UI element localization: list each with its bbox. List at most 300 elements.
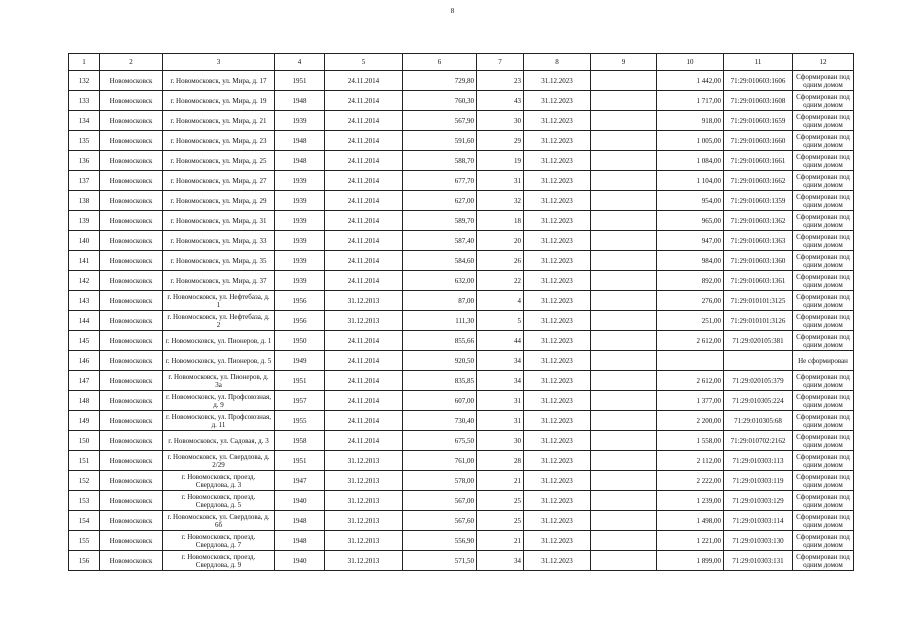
- col-area: 632,00: [403, 271, 477, 291]
- col-deadline: 31.12.2023: [524, 291, 591, 311]
- col-address: г. Новомосковск, ул. Нефтебаза, д. 1: [163, 291, 275, 311]
- col-deadline: 31.12.2023: [524, 231, 591, 251]
- col-deadline: 31.12.2023: [524, 131, 591, 151]
- col-empty: [591, 271, 657, 291]
- col-area: 627,00: [403, 191, 477, 211]
- col-municipality: Новомосковск: [100, 311, 163, 331]
- column-header-2: 2: [100, 54, 163, 71]
- col-inclusion-date: 31.12.2013: [325, 531, 403, 551]
- col-row-number: 150: [69, 431, 100, 451]
- col-deadline: 31.12.2023: [524, 491, 591, 511]
- col-inclusion-date: 31.12.2013: [325, 491, 403, 511]
- table-row: [69, 191, 854, 211]
- col-deadline: 31.12.2023: [524, 531, 591, 551]
- col-empty: [591, 231, 657, 251]
- col-land-area: [657, 351, 724, 371]
- col-residents: 31: [477, 171, 524, 191]
- col-land-status: Сформирован под одним домом: [793, 151, 854, 171]
- col-year-built: 1948: [275, 511, 325, 531]
- col-cadastral-number: 71:29:010305:68: [724, 411, 793, 431]
- table-row: [69, 531, 854, 551]
- col-area: 111,30: [403, 311, 477, 331]
- col-address: г. Новомосковск, ул. Мира, д. 27: [163, 171, 275, 191]
- col-inclusion-date: 24.11.2014: [325, 151, 403, 171]
- col-land-area: 947,00: [657, 231, 724, 251]
- col-municipality: Новомосковск: [100, 151, 163, 171]
- table-row: [69, 551, 854, 571]
- col-address: г. Новомосковск, ул. Пионеров, д. 1: [163, 331, 275, 351]
- column-header-7: 7: [477, 54, 524, 71]
- column-header-5: 5: [325, 54, 403, 71]
- column-header-8: 8: [524, 54, 591, 71]
- registry-table: [68, 53, 854, 571]
- col-address: г. Новомосковск, ул. Свердлова, д. 6б: [163, 511, 275, 531]
- col-cadastral-number: 71:29:010603:1360: [724, 251, 793, 271]
- column-header-11: 11: [724, 54, 793, 71]
- col-empty: [591, 431, 657, 451]
- col-municipality: Новомосковск: [100, 231, 163, 251]
- col-land-area: 2 612,00: [657, 331, 724, 351]
- col-municipality: Новомосковск: [100, 111, 163, 131]
- col-address: г. Новомосковск, ул. Свердлова, д. 2/29: [163, 451, 275, 471]
- table-row: [69, 491, 854, 511]
- col-residents: 44: [477, 331, 524, 351]
- table-header: [69, 54, 854, 71]
- table-row: [69, 471, 854, 491]
- col-area: 761,00: [403, 451, 477, 471]
- col-deadline: 31.12.2023: [524, 351, 591, 371]
- col-land-area: 1 717,00: [657, 91, 724, 111]
- col-residents: 34: [477, 371, 524, 391]
- table-row: [69, 211, 854, 231]
- col-area: 567,00: [403, 491, 477, 511]
- col-empty: [591, 131, 657, 151]
- col-area: 760,30: [403, 91, 477, 111]
- col-residents: 5: [477, 311, 524, 331]
- col-address: г. Новомосковск, проезд. Свердлова, д. 7: [163, 531, 275, 551]
- col-municipality: Новомосковск: [100, 91, 163, 111]
- col-cadastral-number: 71:29:010603:1359: [724, 191, 793, 211]
- col-inclusion-date: 24.11.2014: [325, 171, 403, 191]
- col-land-status: Сформирован под одним домом: [793, 211, 854, 231]
- col-municipality: Новомосковск: [100, 511, 163, 531]
- col-residents: 43: [477, 91, 524, 111]
- col-empty: [591, 91, 657, 111]
- col-empty: [591, 371, 657, 391]
- col-row-number: 154: [69, 511, 100, 531]
- column-header-10: 10: [657, 54, 724, 71]
- col-inclusion-date: 24.11.2014: [325, 191, 403, 211]
- col-residents: 30: [477, 431, 524, 451]
- col-inclusion-date: 24.11.2014: [325, 211, 403, 231]
- table-row: [69, 231, 854, 251]
- col-inclusion-date: 31.12.2013: [325, 551, 403, 571]
- col-year-built: 1939: [275, 111, 325, 131]
- col-land-area: 2 222,00: [657, 471, 724, 491]
- col-municipality: Новомосковск: [100, 391, 163, 411]
- page-number: 8: [450, 7, 455, 15]
- col-land-status: Сформирован под одним домом: [793, 271, 854, 291]
- col-year-built: 1939: [275, 271, 325, 291]
- col-cadastral-number: 71:29:010603:1606: [724, 71, 793, 91]
- col-row-number: 137: [69, 171, 100, 191]
- col-residents: 34: [477, 351, 524, 371]
- col-year-built: 1948: [275, 151, 325, 171]
- col-deadline: 31.12.2023: [524, 551, 591, 571]
- col-land-area: 892,00: [657, 271, 724, 291]
- col-cadastral-number: 71:29:010303:114: [724, 511, 793, 531]
- col-land-status: Сформирован под одним домом: [793, 291, 854, 311]
- col-land-area: 918,00: [657, 111, 724, 131]
- col-deadline: 31.12.2023: [524, 111, 591, 131]
- col-row-number: 143: [69, 291, 100, 311]
- col-row-number: 133: [69, 91, 100, 111]
- col-land-area: 251,00: [657, 311, 724, 331]
- col-land-status: Сформирован под одним домом: [793, 391, 854, 411]
- col-inclusion-date: 24.11.2014: [325, 131, 403, 151]
- column-number-row: [69, 54, 854, 71]
- col-land-area: 2 200,00: [657, 411, 724, 431]
- col-year-built: 1939: [275, 171, 325, 191]
- col-year-built: 1939: [275, 231, 325, 251]
- col-land-area: 1 558,00: [657, 431, 724, 451]
- col-address: г. Новомосковск, ул. Мира, д. 31: [163, 211, 275, 231]
- col-land-status: Сформирован под одним домом: [793, 251, 854, 271]
- table-row: [69, 151, 854, 171]
- col-inclusion-date: 24.11.2014: [325, 111, 403, 131]
- col-inclusion-date: 31.12.2013: [325, 451, 403, 471]
- col-area: 729,80: [403, 71, 477, 91]
- col-empty: [591, 211, 657, 231]
- col-cadastral-number: 71:29:010603:1660: [724, 131, 793, 151]
- col-municipality: Новомосковск: [100, 171, 163, 191]
- col-year-built: 1956: [275, 311, 325, 331]
- table-row: [69, 71, 854, 91]
- col-residents: 4: [477, 291, 524, 311]
- col-year-built: 1947: [275, 471, 325, 491]
- col-empty: [591, 291, 657, 311]
- column-header-9: 9: [591, 54, 657, 71]
- col-empty: [591, 191, 657, 211]
- col-land-status: Не сформирован: [793, 351, 854, 371]
- col-deadline: 31.12.2023: [524, 71, 591, 91]
- table-row: [69, 311, 854, 331]
- col-year-built: 1948: [275, 531, 325, 551]
- col-municipality: Новомосковск: [100, 131, 163, 151]
- col-land-status: Сформирован под одним домом: [793, 531, 854, 551]
- col-empty: [591, 411, 657, 431]
- col-year-built: 1955: [275, 411, 325, 431]
- col-residents: 29: [477, 131, 524, 151]
- col-residents: 23: [477, 71, 524, 91]
- col-empty: [591, 491, 657, 511]
- table-row: [69, 431, 854, 451]
- col-municipality: Новомосковск: [100, 371, 163, 391]
- col-residents: 20: [477, 231, 524, 251]
- col-address: г. Новомосковск, ул. Пионеров, д. 3а: [163, 371, 275, 391]
- col-cadastral-number: 71:29:010603:1608: [724, 91, 793, 111]
- col-row-number: 149: [69, 411, 100, 431]
- col-inclusion-date: 24.11.2014: [325, 231, 403, 251]
- col-empty: [591, 251, 657, 271]
- col-residents: 25: [477, 491, 524, 511]
- col-residents: 34: [477, 551, 524, 571]
- col-municipality: Новомосковск: [100, 411, 163, 431]
- col-residents: 32: [477, 191, 524, 211]
- col-area: 584,60: [403, 251, 477, 271]
- col-row-number: 156: [69, 551, 100, 571]
- col-cadastral-number: 71:29:010603:1363: [724, 231, 793, 251]
- col-land-area: 2 612,00: [657, 371, 724, 391]
- col-year-built: 1951: [275, 371, 325, 391]
- col-land-status: Сформирован под одним домом: [793, 131, 854, 151]
- col-year-built: 1939: [275, 211, 325, 231]
- col-year-built: 1940: [275, 551, 325, 571]
- col-year-built: 1948: [275, 91, 325, 111]
- col-inclusion-date: 24.11.2014: [325, 351, 403, 371]
- col-land-status: Сформирован под одним домом: [793, 91, 854, 111]
- col-inclusion-date: 24.11.2014: [325, 331, 403, 351]
- col-area: 591,60: [403, 131, 477, 151]
- col-year-built: 1948: [275, 131, 325, 151]
- col-area: 677,70: [403, 171, 477, 191]
- col-municipality: Новомосковск: [100, 551, 163, 571]
- col-inclusion-date: 24.11.2014: [325, 431, 403, 451]
- col-empty: [591, 71, 657, 91]
- col-municipality: Новомосковск: [100, 191, 163, 211]
- col-cadastral-number: 71:29:010303:119: [724, 471, 793, 491]
- column-header-6: 6: [403, 54, 477, 71]
- col-address: г. Новомосковск, ул. Мира, д. 19: [163, 91, 275, 111]
- col-empty: [591, 551, 657, 571]
- col-row-number: 141: [69, 251, 100, 271]
- col-land-area: 1 239,00: [657, 491, 724, 511]
- col-inclusion-date: 24.11.2014: [325, 411, 403, 431]
- col-inclusion-date: 31.12.2013: [325, 311, 403, 331]
- col-residents: 28: [477, 451, 524, 471]
- col-deadline: 31.12.2023: [524, 91, 591, 111]
- col-deadline: 31.12.2023: [524, 411, 591, 431]
- col-area: 87,00: [403, 291, 477, 311]
- col-empty: [591, 311, 657, 331]
- col-residents: 31: [477, 411, 524, 431]
- col-municipality: Новомосковск: [100, 351, 163, 371]
- col-land-area: 1 104,00: [657, 171, 724, 191]
- col-deadline: 31.12.2023: [524, 311, 591, 331]
- col-land-status: Сформирован под одним домом: [793, 231, 854, 251]
- col-land-status: Сформирован под одним домом: [793, 471, 854, 491]
- col-empty: [591, 391, 657, 411]
- col-address: г. Новомосковск, ул. Профсоюзная, д. 9: [163, 391, 275, 411]
- col-area: 578,00: [403, 471, 477, 491]
- col-land-status: Сформирован под одним домом: [793, 311, 854, 331]
- col-deadline: 31.12.2023: [524, 511, 591, 531]
- col-row-number: 151: [69, 451, 100, 471]
- col-empty: [591, 451, 657, 471]
- table-row: [69, 271, 854, 291]
- col-address: г. Новомосковск, проезд. Свердлова, д. 9: [163, 551, 275, 571]
- col-land-area: 276,00: [657, 291, 724, 311]
- col-cadastral-number: [724, 351, 793, 371]
- col-land-area: 984,00: [657, 251, 724, 271]
- col-row-number: 134: [69, 111, 100, 131]
- col-land-status: Сформирован под одним домом: [793, 171, 854, 191]
- col-row-number: 132: [69, 71, 100, 91]
- col-land-area: 1 442,00: [657, 71, 724, 91]
- col-empty: [591, 531, 657, 551]
- col-area: 730,40: [403, 411, 477, 431]
- col-municipality: Новомосковск: [100, 291, 163, 311]
- col-land-status: Сформирован под одним домом: [793, 551, 854, 571]
- col-cadastral-number: 71:29:010303:113: [724, 451, 793, 471]
- col-municipality: Новомосковск: [100, 331, 163, 351]
- col-year-built: 1951: [275, 451, 325, 471]
- col-deadline: 31.12.2023: [524, 331, 591, 351]
- col-cadastral-number: 71:29:010702:2162: [724, 431, 793, 451]
- table-row: [69, 331, 854, 351]
- col-row-number: 138: [69, 191, 100, 211]
- table-row: [69, 131, 854, 151]
- col-cadastral-number: 71:29:010303:130: [724, 531, 793, 551]
- col-municipality: Новомосковск: [100, 251, 163, 271]
- col-year-built: 1957: [275, 391, 325, 411]
- col-cadastral-number: 71:29:010603:1661: [724, 151, 793, 171]
- col-area: 920,50: [403, 351, 477, 371]
- col-area: 567,90: [403, 111, 477, 131]
- col-row-number: 155: [69, 531, 100, 551]
- col-area: 607,00: [403, 391, 477, 411]
- col-year-built: 1939: [275, 251, 325, 271]
- col-residents: 25: [477, 511, 524, 531]
- col-land-area: 1 084,00: [657, 151, 724, 171]
- col-area: 855,66: [403, 331, 477, 351]
- col-deadline: 31.12.2023: [524, 251, 591, 271]
- col-cadastral-number: 71:29:010303:131: [724, 551, 793, 571]
- table-row: [69, 251, 854, 271]
- table-row: [69, 291, 854, 311]
- col-residents: 21: [477, 531, 524, 551]
- col-municipality: Новомосковск: [100, 531, 163, 551]
- col-deadline: 31.12.2023: [524, 471, 591, 491]
- col-deadline: 31.12.2023: [524, 171, 591, 191]
- table-row: [69, 171, 854, 191]
- col-land-area: 1 377,00: [657, 391, 724, 411]
- col-land-status: Сформирован под одним домом: [793, 431, 854, 451]
- col-year-built: 1950: [275, 331, 325, 351]
- col-address: г. Новомосковск, ул. Мира, д. 37: [163, 271, 275, 291]
- col-cadastral-number: 71:29:010305:224: [724, 391, 793, 411]
- col-row-number: 153: [69, 491, 100, 511]
- col-land-status: Сформирован под одним домом: [793, 411, 854, 431]
- col-address: г. Новомосковск, ул. Мира, д. 21: [163, 111, 275, 131]
- col-row-number: 145: [69, 331, 100, 351]
- col-empty: [591, 111, 657, 131]
- col-empty: [591, 171, 657, 191]
- col-inclusion-date: 24.11.2014: [325, 391, 403, 411]
- col-area: 588,70: [403, 151, 477, 171]
- col-empty: [591, 151, 657, 171]
- col-area: 589,70: [403, 211, 477, 231]
- col-empty: [591, 351, 657, 371]
- col-area: 571,50: [403, 551, 477, 571]
- column-header-4: 4: [275, 54, 325, 71]
- col-address: г. Новомосковск, ул. Мира, д. 35: [163, 251, 275, 271]
- col-address: г. Новомосковск, ул. Профсоюзная, д. 11: [163, 411, 275, 431]
- col-deadline: 31.12.2023: [524, 451, 591, 471]
- col-area: 587,40: [403, 231, 477, 251]
- table-row: [69, 371, 854, 391]
- col-year-built: 1939: [275, 191, 325, 211]
- column-header-12: 12: [793, 54, 854, 71]
- col-inclusion-date: 24.11.2014: [325, 91, 403, 111]
- col-municipality: Новомосковск: [100, 271, 163, 291]
- col-land-status: Сформирован под одним домом: [793, 371, 854, 391]
- col-residents: 21: [477, 471, 524, 491]
- col-row-number: 136: [69, 151, 100, 171]
- col-empty: [591, 331, 657, 351]
- col-inclusion-date: 31.12.2013: [325, 511, 403, 531]
- col-inclusion-date: 31.12.2013: [325, 291, 403, 311]
- column-header-3: 3: [163, 54, 275, 71]
- col-row-number: 135: [69, 131, 100, 151]
- col-cadastral-number: 71:29:010603:1662: [724, 171, 793, 191]
- col-address: г. Новомосковск, ул. Нефтебаза, д. 2: [163, 311, 275, 331]
- col-residents: 26: [477, 251, 524, 271]
- col-empty: [591, 471, 657, 491]
- col-address: г. Новомосковск, проезд. Свердлова, д. 3: [163, 471, 275, 491]
- col-year-built: 1940: [275, 491, 325, 511]
- col-residents: 18: [477, 211, 524, 231]
- col-residents: 31: [477, 391, 524, 411]
- col-address: г. Новомосковск, ул. Садовая, д. 3: [163, 431, 275, 451]
- table-row: [69, 451, 854, 471]
- col-row-number: 147: [69, 371, 100, 391]
- col-land-status: Сформирован под одним домом: [793, 451, 854, 471]
- col-municipality: Новомосковск: [100, 471, 163, 491]
- col-row-number: 146: [69, 351, 100, 371]
- col-land-area: 954,00: [657, 191, 724, 211]
- col-address: г. Новомосковск, ул. Мира, д. 29: [163, 191, 275, 211]
- table-row: [69, 391, 854, 411]
- col-address: г. Новомосковск, ул. Мира, д. 25: [163, 151, 275, 171]
- col-cadastral-number: 71:29:010303:129: [724, 491, 793, 511]
- table-row: [69, 411, 854, 431]
- col-land-status: Сформирован под одним домом: [793, 111, 854, 131]
- col-land-area: 2 112,00: [657, 451, 724, 471]
- col-area: 556,90: [403, 531, 477, 551]
- col-row-number: 139: [69, 211, 100, 231]
- col-cadastral-number: 71:29:010603:1362: [724, 211, 793, 231]
- col-inclusion-date: 24.11.2014: [325, 251, 403, 271]
- col-row-number: 144: [69, 311, 100, 331]
- table-row: [69, 91, 854, 111]
- col-inclusion-date: 24.11.2014: [325, 71, 403, 91]
- col-address: г. Новомосковск, проезд. Свердлова, д. 5: [163, 491, 275, 511]
- col-cadastral-number: 71:29:010603:1659: [724, 111, 793, 131]
- col-cadastral-number: 71:29:010101:3126: [724, 311, 793, 331]
- col-land-area: 1 498,00: [657, 511, 724, 531]
- col-empty: [591, 511, 657, 531]
- col-year-built: 1951: [275, 71, 325, 91]
- col-land-status: Сформирован под одним домом: [793, 491, 854, 511]
- col-cadastral-number: 71:29:010101:3125: [724, 291, 793, 311]
- col-land-area: 1 221,00: [657, 531, 724, 551]
- col-year-built: 1949: [275, 351, 325, 371]
- col-residents: 30: [477, 111, 524, 131]
- col-address: г. Новомосковск, ул. Мира, д. 23: [163, 131, 275, 151]
- col-land-status: Сформирован под одним домом: [793, 191, 854, 211]
- col-inclusion-date: 24.11.2014: [325, 271, 403, 291]
